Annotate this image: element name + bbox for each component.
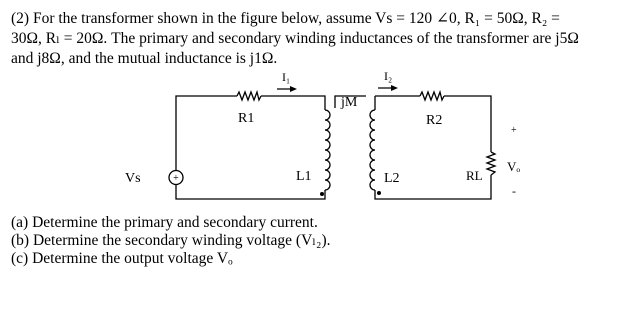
vo-minus-label: - [512, 184, 516, 198]
rl-label: RL [466, 168, 483, 183]
r2-resistor [420, 92, 444, 100]
rl-resistor [487, 152, 495, 175]
source-label: Vs [125, 171, 141, 186]
i2-arrowhead [391, 85, 398, 91]
i2-label: I₂ [384, 69, 393, 83]
problem-line-3: and j8Ω, and the mutual inductance is j1Ω. [11, 50, 278, 67]
problem-line-1: (2) For the transformer shown in the figure below, assume Vs = 120 ∠0, R₁ = 50Ω, R₂ = [11, 10, 560, 27]
l1-dot [320, 192, 324, 196]
vo-plus-label: + [511, 125, 517, 136]
i1-label: I₁ [282, 70, 291, 84]
question-c: (c) Determine the output voltage Vₒ [11, 250, 233, 267]
l1-coil [325, 110, 330, 190]
l1-label: L1 [296, 169, 312, 184]
l2-label: L2 [384, 171, 400, 186]
l2-dot [377, 191, 381, 195]
i1-arrowhead [290, 86, 297, 92]
r1-resistor [237, 92, 261, 100]
l2-coil [370, 110, 375, 190]
problem-line-2: 30Ω, Rₗ = 20Ω. The primary and secondary winding inductances of the transformer are j5Ω [11, 30, 579, 47]
vo-label: Vₒ [507, 159, 521, 174]
r2-label: R2 [426, 113, 443, 128]
questions-list [11, 214, 331, 268]
r1-label: R1 [238, 111, 255, 126]
source-plus-label: + [173, 173, 179, 184]
question-a: (a) Determine the primary and secondary current. [11, 214, 318, 231]
question-b: (b) Determine the secondary winding voltage (Vₗ₂). [11, 232, 331, 249]
mutual-label: jM [341, 95, 358, 110]
